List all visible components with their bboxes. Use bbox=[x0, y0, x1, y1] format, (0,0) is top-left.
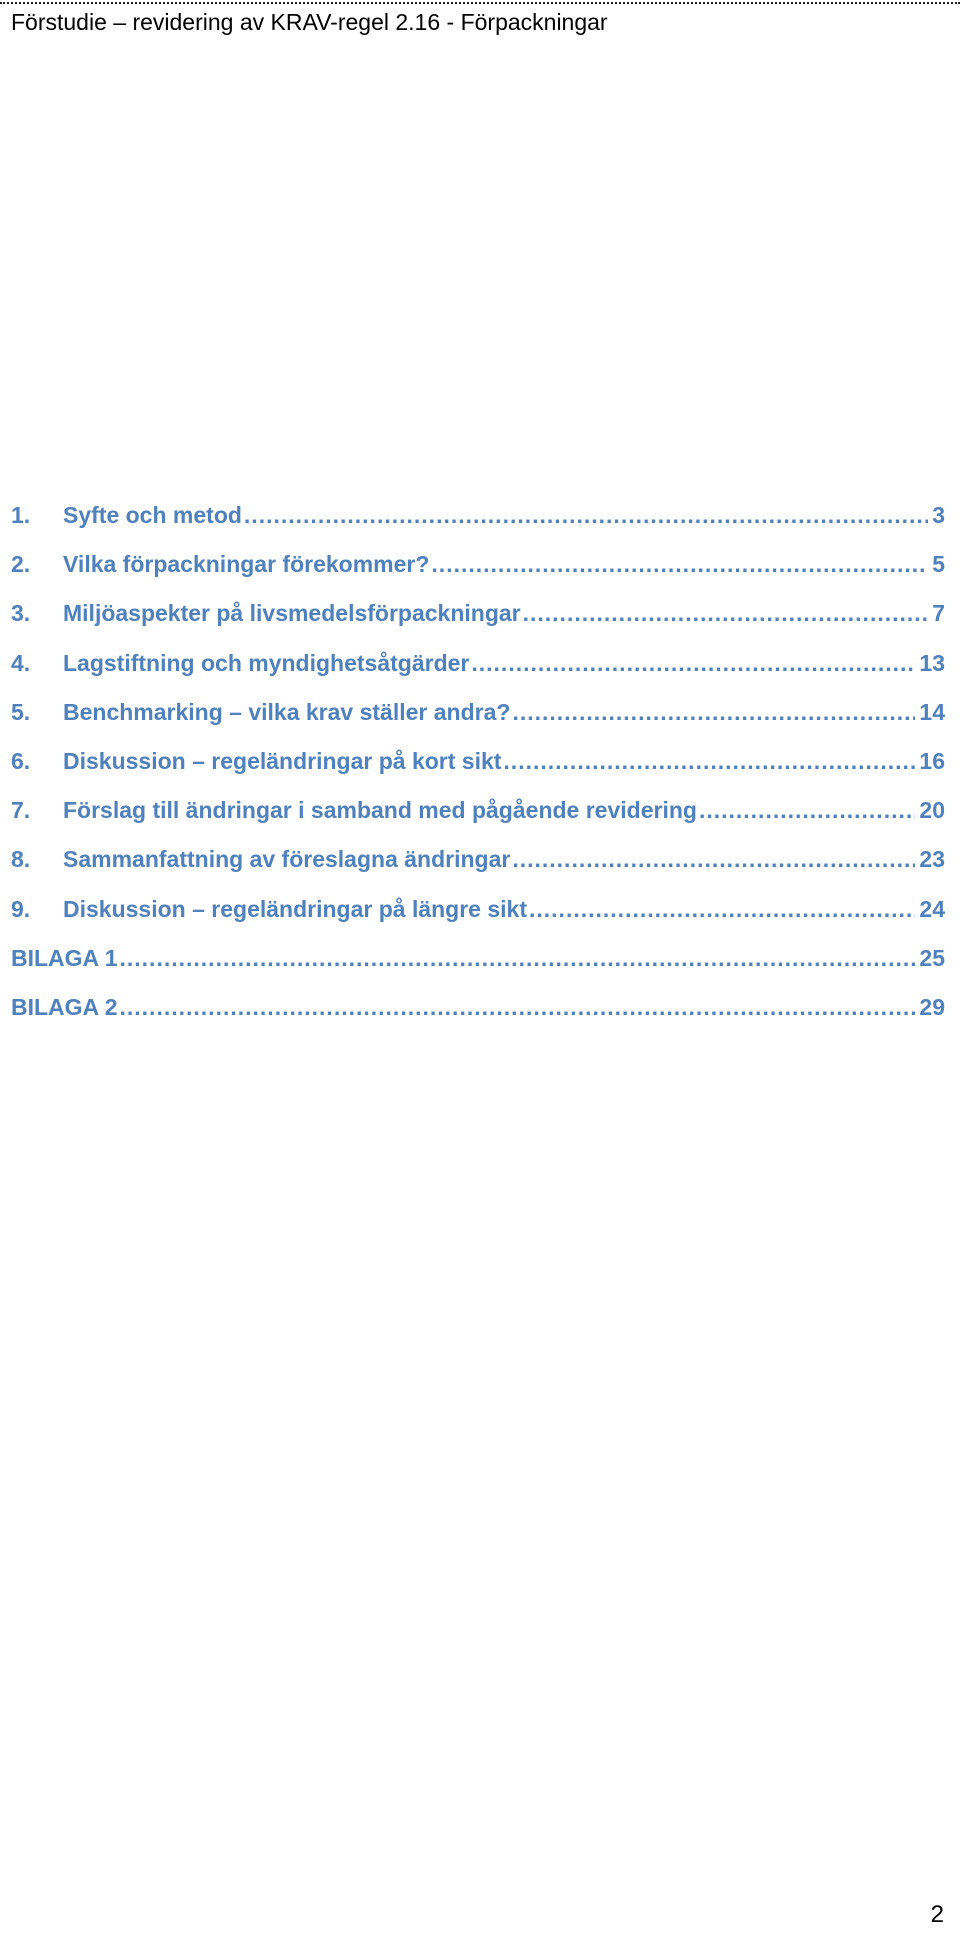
toc-dot-leader bbox=[120, 994, 916, 1021]
toc-entry-page: 25 bbox=[919, 944, 945, 971]
toc-entry-number: 3. bbox=[11, 600, 31, 627]
toc-entry-title: Förslag till ändringar i samband med pågående revidering bbox=[63, 797, 697, 824]
toc-entry-8[interactable] bbox=[11, 846, 945, 895]
toc-entry-number: 2. bbox=[11, 551, 31, 578]
toc-entry-page: 20 bbox=[919, 797, 945, 824]
table-of-contents bbox=[11, 502, 945, 1043]
toc-entry-page: 7 bbox=[932, 600, 945, 627]
header-dotted-rule bbox=[0, 2, 960, 4]
toc-entry-page: 23 bbox=[919, 846, 945, 873]
toc-entry-bilaga-2[interactable] bbox=[11, 994, 945, 1043]
toc-entry-6[interactable] bbox=[11, 748, 945, 797]
toc-entry-number: 6. bbox=[11, 747, 31, 774]
toc-entry-page: 29 bbox=[919, 993, 945, 1020]
toc-entry-5[interactable] bbox=[11, 699, 945, 748]
toc-entry-number: 9. bbox=[11, 895, 31, 922]
toc-entry-title: Vilka förpackningar förekommer? bbox=[63, 551, 430, 578]
toc-entry-number: 8. bbox=[11, 846, 31, 873]
toc-entry-3[interactable] bbox=[11, 600, 945, 649]
toc-entry-number: 5. bbox=[11, 698, 31, 725]
toc-entry-2[interactable] bbox=[11, 551, 945, 600]
toc-dot-leader bbox=[512, 846, 915, 873]
toc-entry-title: Miljöaspekter på livsmedelsförpackningar bbox=[63, 600, 521, 627]
toc-entry-title: Sammanfattning av föreslagna ändringar bbox=[63, 846, 511, 873]
toc-entry-page: 13 bbox=[919, 649, 945, 676]
toc-dot-leader bbox=[503, 748, 915, 775]
toc-entry-7[interactable] bbox=[11, 797, 945, 846]
toc-dot-leader bbox=[529, 896, 915, 923]
toc-entry-page: 3 bbox=[932, 502, 945, 528]
toc-dot-leader bbox=[699, 797, 915, 824]
document-header-title: Förstudie – revidering av KRAV-regel 2.16 - Förpackningar bbox=[11, 9, 608, 35]
toc-entry-4[interactable] bbox=[11, 650, 945, 699]
toc-dot-leader bbox=[512, 699, 915, 726]
toc-entry-title: Syfte och metod bbox=[63, 502, 242, 528]
toc-entry-page: 24 bbox=[919, 895, 945, 922]
page-number: 2 bbox=[930, 1901, 944, 1928]
toc-entry-title: Lagstiftning och myndighetsåtgärder bbox=[63, 649, 470, 676]
toc-entry-title: BILAGA 1 bbox=[11, 944, 118, 971]
toc-entry-1[interactable] bbox=[11, 502, 945, 551]
toc-entry-bilaga-1[interactable] bbox=[11, 945, 945, 994]
toc-dot-leader bbox=[431, 551, 928, 578]
toc-entry-page: 14 bbox=[919, 698, 945, 725]
toc-entry-9[interactable] bbox=[11, 896, 945, 945]
toc-entry-number: 7. bbox=[11, 797, 31, 824]
toc-entry-page: 5 bbox=[932, 551, 945, 578]
toc-dot-leader bbox=[244, 502, 928, 529]
toc-entry-title: Diskussion – regeländringar på kort sikt bbox=[63, 747, 502, 774]
toc-entry-number: 4. bbox=[11, 649, 31, 676]
toc-entry-number: 1. bbox=[11, 502, 31, 528]
toc-entry-title: Benchmarking – vilka krav ställer andra? bbox=[63, 698, 511, 725]
toc-dot-leader bbox=[523, 600, 929, 627]
toc-entry-page: 16 bbox=[919, 747, 945, 774]
toc-entry-title: BILAGA 2 bbox=[11, 993, 118, 1020]
toc-entry-title: Diskussion – regeländringar på längre sikt bbox=[63, 895, 527, 922]
toc-dot-leader bbox=[471, 650, 915, 677]
toc-dot-leader bbox=[120, 945, 916, 972]
